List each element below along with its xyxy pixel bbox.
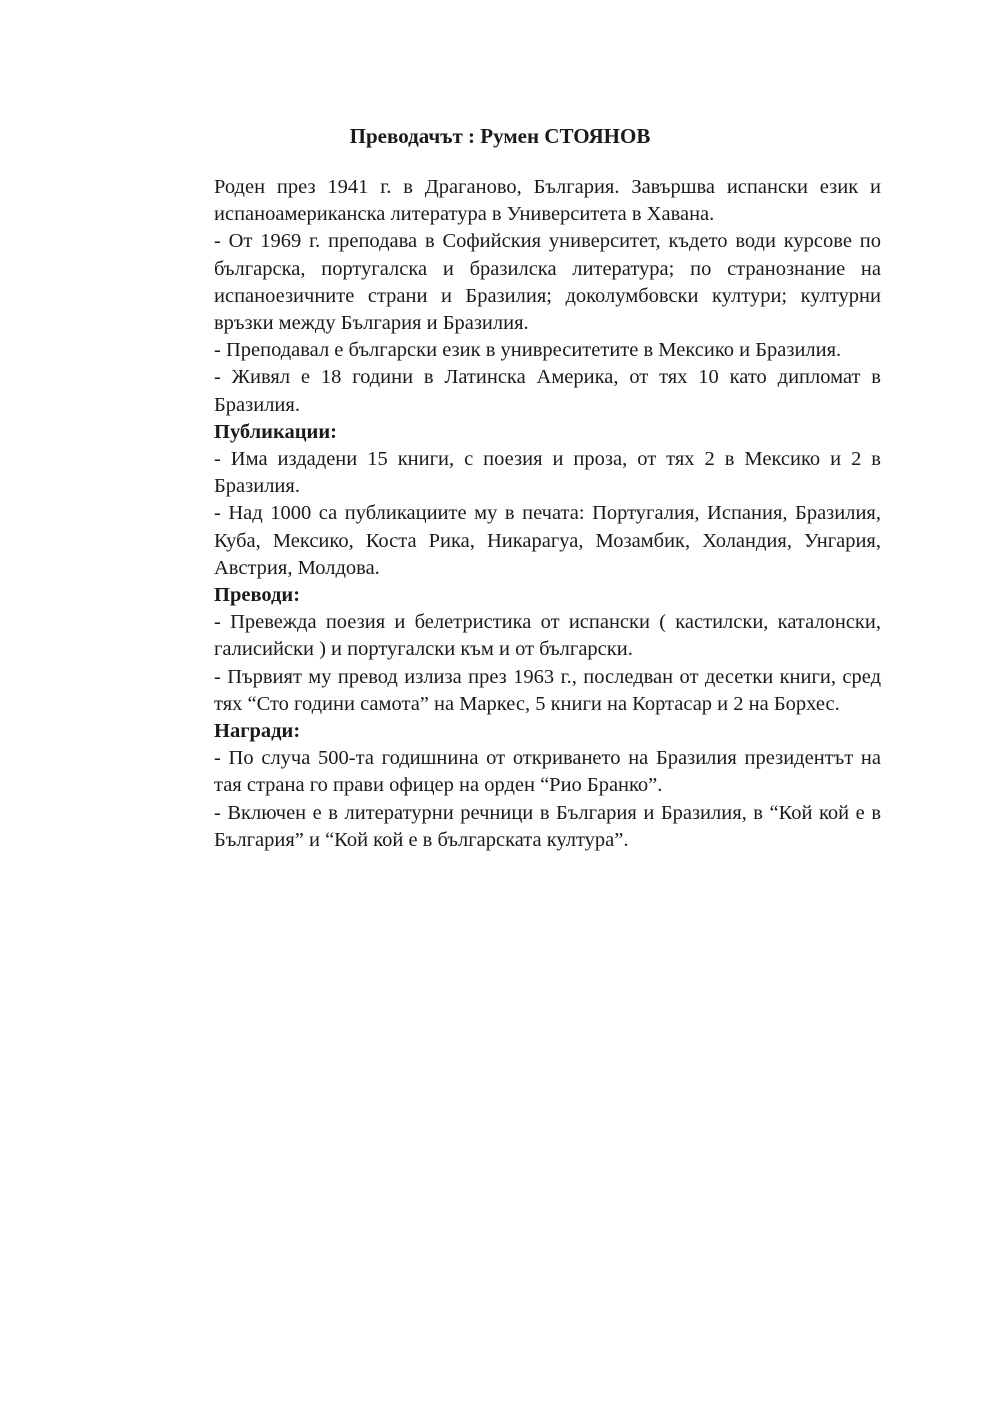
- bio-paragraph: - От 1969 г. преподава в Софийския университет, където води курсове по българска, португалска и бразилска литература; по странознание на испаноезичните страни и Бразилия; доколумбовски култури; културни връзки между България и Бразилия.: [214, 230, 881, 335]
- publications-item: - Има издадени 15 книги, с поезия и проза, от тях 2 в Мексико и 2 в Бразилия.: [214, 448, 881, 498]
- bio-paragraph: Роден през 1941 г. в Драганово, България. Завършва испански език и испаноамериканска литература в Университета в Хавана.: [214, 176, 881, 226]
- section-heading-translations: Преводи:: [214, 584, 301, 607]
- publications-item: - Над 1000 са публикациите му в печата: Португалия, Испания, Бразилия, Куба, Мексико, Коста Рика, Никарагуа, Мозамбик, Холандия, Унгария, Австрия, Молдова.: [214, 502, 881, 579]
- translations-item: - Превежда поезия и белетристика от испански ( кастилски, каталонски, галисийски ) и португалски към и от български.: [214, 611, 881, 661]
- awards-item: - По случа 500-та годишнина от откриването на Бразилия президентът на тая страна го прави офицер на орден “Рио Бранко”.: [214, 747, 881, 797]
- section-heading-publications: Публикации:: [214, 420, 337, 443]
- awards-item: - Включен е в литературни речници в България и Бразилия, в “Кой кой е в България” и “Кой кой е в българската култура”.: [214, 801, 881, 851]
- bio-paragraph: - Живял е 18 години в Латинска Америка, от тях 10 като дипломат в Бразилия.: [214, 366, 881, 416]
- translations-item: - Първият му превод излиза през 1963 г., последван от десетки книги, сред тях “Сто години самота” на Маркес, 5 книги на Кортасар и 2 на Борхес.: [214, 665, 881, 715]
- section-heading-awards: Награди:: [214, 720, 301, 743]
- page-title: Преводачът : Румен СТОЯНОВ: [349, 124, 651, 148]
- document-body: [214, 174, 881, 854]
- bio-paragraph: - Преподавал е български език в унивреситетите в Мексико и Бразилия.: [214, 339, 842, 362]
